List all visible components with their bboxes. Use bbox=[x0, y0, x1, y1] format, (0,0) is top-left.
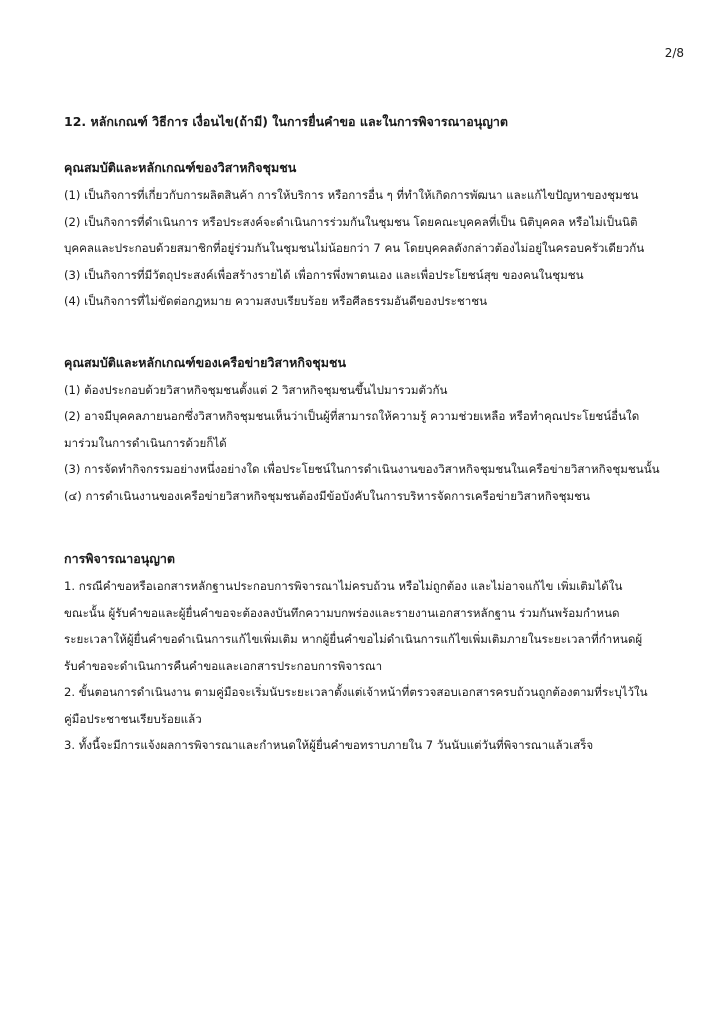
section-title: การพิจารณาอนุญาต bbox=[64, 551, 176, 566]
section-title: คุณสมบัติและหลักเกณฑ์ของเครือข่ายวิสาหกิจชุมชน bbox=[64, 354, 347, 370]
section-heading: 12. หลักเกณฑ์ วิธีการ เงื่อนไข(ถ้ามี) ในการยื่นคำขอ และในการพิจารณาอนุญาต bbox=[64, 114, 509, 129]
page-number: 2/8 bbox=[664, 46, 684, 60]
text-line: (2) อาจมีบุคคลภายนอกซึ่งวิสาหกิจชุมชนเห็นว่าเป็นผู้ที่สามารถให้ความรู้ ความช่วยเหลือ หรือทำคุณประโยชน์อื่นใด bbox=[64, 409, 640, 423]
section-enterprise-network bbox=[64, 349, 704, 510]
text-line: (๔) การดำเนินงานของเครือข่ายวิสาหกิจชุมชนต้องมีข้อบังคับในการบริหารจัดการเครือข่ายวิสาหกิจชุมชน bbox=[64, 488, 590, 503]
text-line: มาร่วมในการดำเนินการด้วยก็ได้ bbox=[64, 435, 227, 450]
section-approval bbox=[64, 545, 704, 759]
section-community-enterprise bbox=[64, 154, 704, 315]
document-content bbox=[64, 112, 704, 759]
text-line: ขณะนั้น ผู้รับคำขอและผู้ยื่นคำขอจะต้องลงบันทึกความบกพร่องและรายงานเอกสารหลักฐาน ร่วมกันพร้อมกำหนด bbox=[64, 605, 620, 620]
text-line: (1) ต้องประกอบด้วยวิสาหกิจชุมชนตั้งแต่ 2 วิสาหกิจชุมชนขึ้นไปมารวมตัวกัน bbox=[64, 382, 448, 397]
text-line: (4) เป็นกิจการที่ไม่ขัดต่อกฎหมาย ความสงบเรียบร้อย หรือศีลธรรมอันดีของประชาชน bbox=[64, 294, 488, 308]
text-line: (1) เป็นกิจการที่เกี่ยวกับการผลิตสินค้า การให้บริการ หรือการอื่น ๆ ที่ทำให้เกิดการพัฒนา และแก้ไขปัญหาของชุมชน bbox=[64, 188, 639, 202]
text-line: รับคำขอจะดำเนินการคืนคำขอและเอกสารประกอบการพิจารณา bbox=[64, 658, 383, 673]
text-line: 3. ทั้งนี้จะมีการแจ้งผลการพิจารณาและกำหนดให้ผู้ยื่นคำขอทราบภายใน 7 วันนับแต่วันที่พิจารณาแล้วเสร็จ bbox=[64, 738, 594, 752]
text-line: ระยะเวลาให้ผู้ยื่นคำขอดำเนินการแก้ไขเพิ่มเติม หากผู้ยื่นคำขอไม่ดำเนินการแก้ไขเพิ่มเติมภายในระยะเวลาที่กำหนดผู้ bbox=[64, 632, 643, 646]
text-line: (2) เป็นกิจการที่ดำเนินการ หรือประสงค์จะดำเนินการร่วมกันในชุมชน โดยคณะบุคคลที่เป็น นิติบุคคล หรือไม่เป็นนิติ bbox=[64, 214, 638, 229]
text-line: บุคคลและประกอบด้วยสมาชิกที่อยู่ร่วมกันในชุมชนไม่น้อยกว่า 7 คน โดยบุคคลดังกล่าวต้องไม่อยู่ในครอบครัวเดียวกัน bbox=[64, 241, 645, 255]
text-line: 2. ขั้นตอนการดำเนินงาน ตามคู่มือจะเริ่มนับระยะเวลาตั้งแต่เจ้าหน้าที่ตรวจสอบเอกสารครบถ้วนถูกต้องตามที่ระบุไว้ใน bbox=[64, 685, 648, 699]
text-line: 1. กรณีคำขอหรือเอกสารหลักฐานประกอบการพิจารณาไม่ครบถ้วน หรือไม่ถูกต้อง และไม่อาจแก้ไข เพิ่มเติมได้ใน bbox=[64, 579, 623, 593]
section-title: คุณสมบัติและหลักเกณฑ์ของวิสาหกิจชุมชน bbox=[64, 160, 297, 175]
text-line: คู่มือประชาชนเรียบร้อยแล้ว bbox=[64, 711, 202, 726]
text-line: (3) การจัดทำกิจกรรมอย่างหนึ่งอย่างใด เพื่อประโยชน์ในการดำเนินงานของวิสาหกิจชุมชนในเครือข่ายวิสาหกิจชุมชนนั้น bbox=[64, 462, 660, 476]
text-line: (3) เป็นกิจการที่มีวัตถุประสงค์เพื่อสร้างรายได้ เพื่อการพึ่งพาตนเอง และเพื่อประโยชน์สุข ของคนในชุมชน bbox=[64, 267, 584, 282]
